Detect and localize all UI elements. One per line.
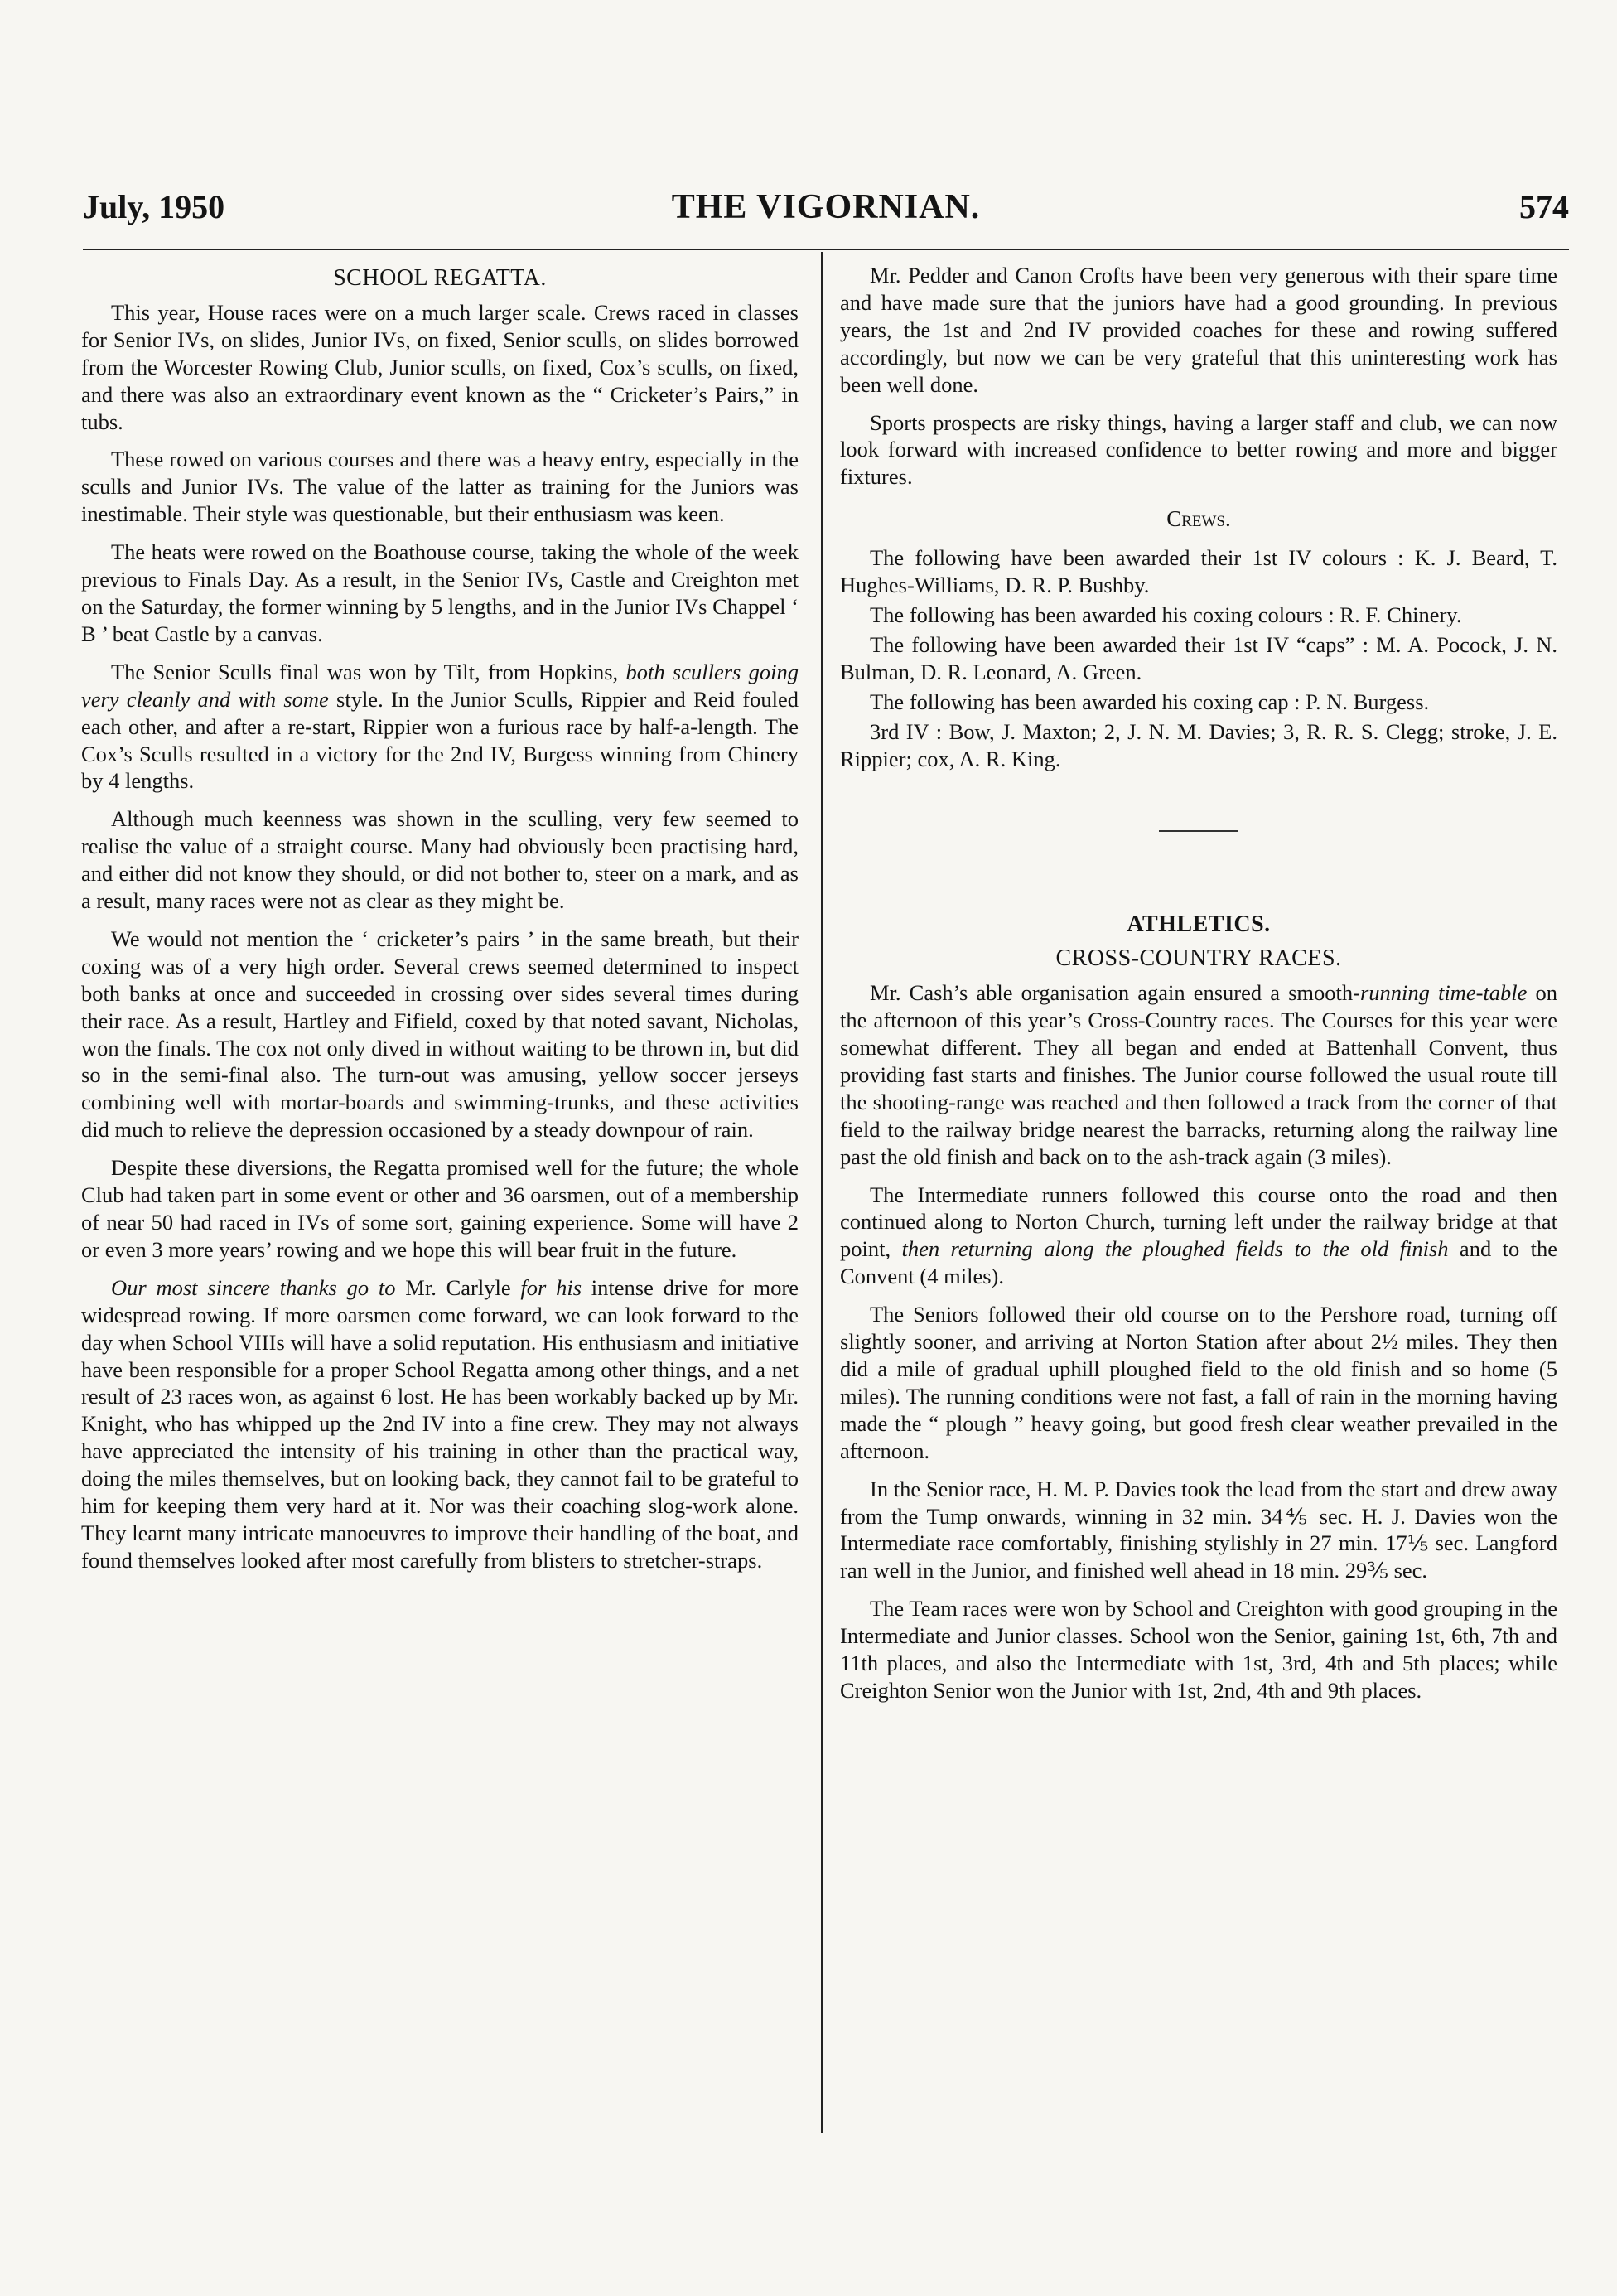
regatta-paragraph-8 [81,1274,799,1574]
athletics-paragraph-4: In the Senior race, H. M. P. Davies took the lead from the start and drew away from the Tump onwards, winning in 32 min. 34⅘ sec. H. J. Davies won the Intermediate race comfortably, finishing stylishly in 27 min. 17⅕ sec. Langford ran well in the Junior, and finished well ahead in 18 min. 29⅗ sec. [840,1476,1557,1583]
text-run: The Senior Sculls final was won by Tilt, from Hopkins, [111,659,626,684]
rowing-paragraph-1: Mr. Pedder and Canon Crofts have been very generous with their spare time and have made sure that the juniors have had a good grounding. In previous years, the 1st and 2nd IV provided coaches for these and rowing suffered accordingly, but now we can be very grateful that this uninteresting work has been well done. [840,263,1557,397]
crews-third-iv: 3rd IV : Bow, J. Maxton; 2, J. N. M. Davies; 3, R. R. S. Clegg; stroke, J. E. Rippier; cox, A. R. King. [840,718,1557,771]
text-run: The Intermediate runners followed this course onto the road and then continued along to Norton Church, turning left under the railway bridge at that point, [840,1182,1557,1262]
athletics-heading: ATHLETICS. [1127,911,1271,938]
regatta-paragraph-4 [81,659,799,795]
regatta-paragraph-7: Despite these diversions, the Regatta promised well for the future; the whole Club had taken part in some event or other and 36 oarsmen, out of a membership of near 50 had raced in IVs of some sort, gaining experience. Some will have 2 or even 3 more years’ rowing and we hope this will bear fruit in the future. [81,1155,799,1262]
text-run: intense drive for more widespread rowing. If more oarsmen come forward, we can look forward to the day when School VIIIs will have a solid reputation. His enthusiasm and initiative have been responsible for a proper School Regatta among other things, and a net result of 23 races won, as against 6 lost. He has been workably backed up by Mr. Knight, who has whipped up the 2nd IV into a fine crew. They may not always have appreciated the intensity of his training in other than the practical way, doing the miles themselves, but on looking back, they cannot fail to be grateful to him for keeping them very hard at it. Nor was their coaching slog-work alone. They learnt many intricate manoeuvres to improve their handling of the boat, and found themselves looked after most carefully from blisters to stretcher-straps. [81,1274,799,1573]
regatta-paragraph-1: This year, House races were on a much larger scale. Crews raced in classes for Senior IVs, on slides, Junior IVs, on fixed, Senior sculls, on slides borrowed from the Worcester Rowing Club, Junior sculls, on fixed, Cox’s sculls, on fixed, and there was also an extraordinary event known as the “ Cricketer’s Pairs,” in tubs. [81,299,799,434]
school-regatta-heading: SCHOOL REGATTA. [333,265,547,291]
crews-colours: The following have been awarded their 1st IV colours : K. J. Beard, T. Hughes-Williams, D. R. P. Bushby. [840,545,1557,598]
text-run: Mr. Cash’s able organisation again ensured a smooth- [870,980,1360,1006]
column-divider [821,252,823,2133]
crews-heading: Crews. [1166,506,1231,532]
publication-title: THE VIGORNIAN. [671,188,981,226]
left-column [81,262,799,1585]
text-run: on the afternoon of this year’s Cross-Country races. The Courses for this year were somewhat different. They all began and ended at Battenhall Convent, thus providing fast starts and finishes. The Junior course followed the usual route till the shooting-range was reached and then followed a track from the corner of that field to the railway bridge nearest the barracks, returning along the railway line past the old finish and back on to the ash-track again (3 miles). [840,980,1557,1169]
right-column [840,262,1557,1715]
section-separator [1159,830,1238,832]
rowing-paragraph-2: Sports prospects are risky things, having a larger staff and club, we can now look forward with increased confidence to better rowing and more and bigger fixtures. [840,409,1557,490]
athletics-paragraph-3: The Seniors followed their old course on to the Pershore road, turning off slightly sooner, and arriving at Norton Station after about 2½ miles. They then did a mile of gradual uphill ploughed field to the old finish and so home (5 miles). The running conditions were not fast, a fall of rain in the morning having made the “ plough ” heavy going, but good fresh clear weather prevailed in the afternoon. [840,1302,1557,1463]
cross-country-heading: CROSS-COUNTRY RACES. [1055,945,1342,972]
page-number: 574 [1519,188,1569,225]
italic-run: for his [520,1274,582,1300]
header-rule [83,249,1569,250]
athletics-paragraph-1 [840,979,1557,1170]
italic-run: running time-table [1359,980,1528,1006]
athletics-paragraph-2 [840,1182,1557,1291]
page-header [83,187,1569,240]
italic-run: Our most sincere thanks go to [111,1274,396,1300]
crews-caps: The following have been awarded their 1st IV “caps” : M. A. Pocock, J. N. Bulman, D. R. Leonard, A. Green. [840,631,1557,684]
text-run: style. In the Junior Sculls, Rippier and Reid fouled each other, and after a re-start, Rippier won a furious race by half-a-length. The Cox’s Sculls resulted in a victory for the 2nd IV, Burgess winning from Chinery by 4 lengths. [81,686,799,794]
regatta-paragraph-2: These rowed on various courses and there was a heavy entry, especially in the sculls and Junior IVs. The value of the latter as training for the Juniors was inestimable. Their style was questionable, but their enthusiasm was keen. [81,447,799,527]
text-run: Mr. Carlyle [395,1274,521,1300]
issue-date: July, 1950 [83,188,225,225]
crews-coxing-cap: The following has been awarded his coxing cap : P. N. Burgess. [870,689,1430,714]
crews-coxing-colours: The following has been awarded his coxing colours : R. F. Chinery. [870,602,1462,627]
regatta-paragraph-6: We would not mention the ‘ cricketer’s pairs ’ in the same breath, but their coxing was of a very high order. Several crews seemed determined to inspect both banks at once and succeeded in crossing over sides several times during their race. As a result, Hartley and Fifield, coxed by that noted savant, Nicholas, won the finals. The cox not only dived in without waiting to be thrown in, but did so in the semi-final also. The turn-out was amusing, yellow soccer jerseys combining well with mortar-boards and swimming-trunks, and these activities did much to relieve the depression occasioned by a steady downpour of rain. [81,926,799,1143]
italic-run: both scullers going very cleanly and with some [81,659,799,712]
italic-run: then returning along the ploughed fields to the old finish [901,1236,1449,1262]
athletics-paragraph-5: The Team races were won by School and Creighton with good grouping in the Intermediate and Junior classes. School won the Senior, gaining 1st, 6th, 7th and 11th places, and also the Intermediate with 1st, 3rd, 4th and 5th places; while Creighton Senior won the Junior with 1st, 2nd, 4th and 9th places. [840,1596,1558,1703]
regatta-paragraph-5: Although much keenness was shown in the sculling, very few seemed to realise the value of a straight course. Many had obviously been practising hard, and either did not know they should, or did not bother to, steer on a mark, and as a result, many races were not as clear as they might be. [81,806,799,914]
regatta-paragraph-3: The heats were rowed on the Boathouse course, taking the whole of the week previous to Finals Day. As a result, in the Senior IVs, Castle and Creighton met on the Saturday, the former winning by 5 lengths, and in the Junior IVs Chappel ‘ B ’ beat Castle by a canvas. [81,539,799,646]
text-run: and to the Convent (4 miles). [840,1236,1558,1289]
